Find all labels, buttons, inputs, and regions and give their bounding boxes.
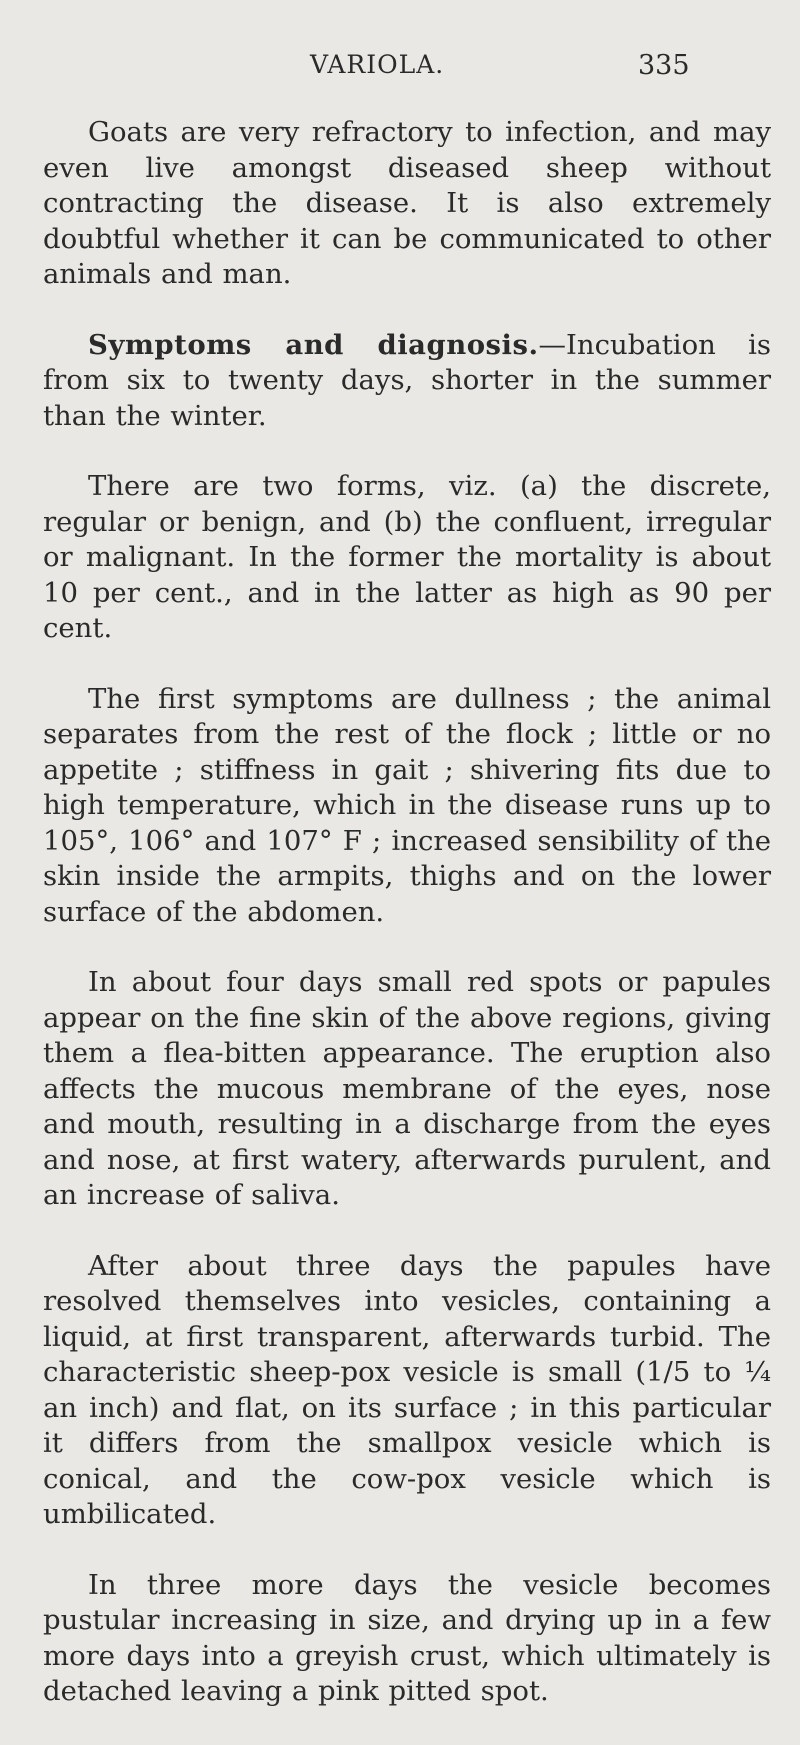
paragraph: Symptoms and diagnosis.—Incubation is from six to twenty days, shorter in the summer than the winter. (43, 328, 772, 432)
paragraph: In about four days small red spots or papules appear on the fine skin of the above regions, giving them a flea-bitten appearance. The eruption also affects the mucous membrane of the eyes, nose and mouth, resulting in a discharge from the eyes and nose, at first watery, afterwards purulent, and an increase of saliva. (43, 966, 771, 1211)
paragraph: The first symptoms are dullness ; the animal separates from the rest of the flock ; little or no appetite ; stiffness in gait ; shivering fits due to high temperature, which in the disease runs up to 105°, 106° and 107° F ; increased sensibility of the skin inside the armpits, thighs and on the lower surface of the abdomen. (43, 682, 771, 928)
page-header (0, 50, 800, 90)
running-title: VARIOLA. (310, 50, 445, 79)
body-text (43, 115, 771, 1745)
section-subheading: Symptoms and diagnosis. (88, 328, 539, 361)
paragraph: Goats are very refractory to infection, and may even live amongst diseased sheep without contracting the disease. It is also extremely doubtful whether it can be communicated to other animals and man. (43, 116, 771, 290)
paragraph: There are two forms, viz. (a) the discrete, regular or benign, and (b) the confluent, irregular or malignant. In the former the mortality is about 10 per cent., and in the latter as high as 90 per cent. (43, 470, 771, 644)
paragraph: In three more days the vesicle becomes pustular increasing in size, and drying up in a few more days into a greyish crust, which ultimately is detached leaving a pink pitted spot. (43, 1568, 771, 1707)
page-number: 335 (638, 50, 690, 81)
paragraph: After about three days the papules have resolved themselves into vesicles, containing a liquid, at first transparent, afterwards turbid. The characteristic sheep-pox vesicle is small (1/5 to ¼ an inch) and flat, on its surface ; in this particular it differs from the smallpox vesicle which is conical, and the cow-pox vesicle which is umbilicated. (43, 1249, 771, 1530)
